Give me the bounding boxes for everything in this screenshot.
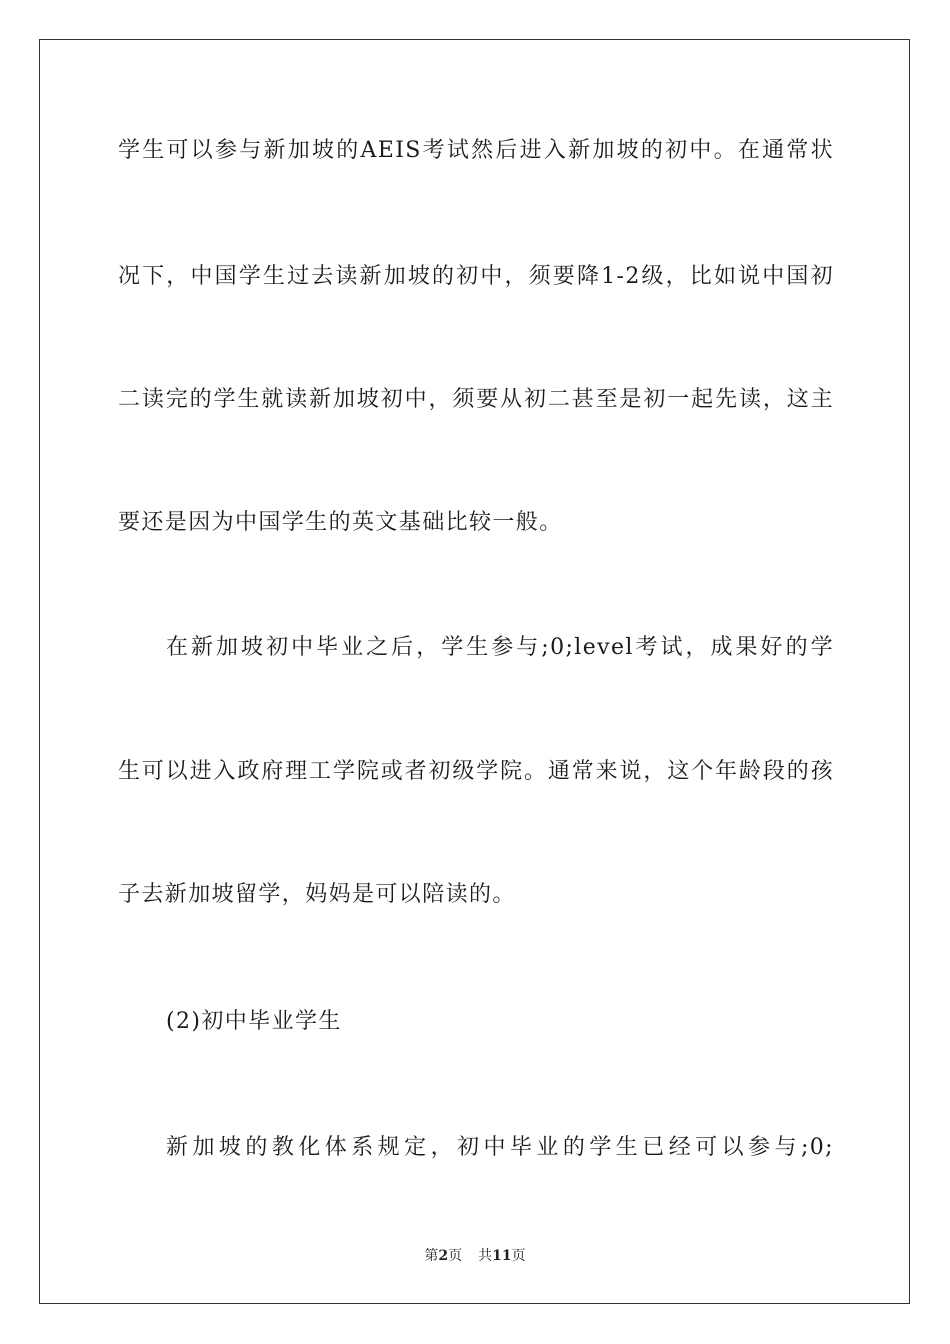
paragraph-line-3: 二读完的学生就读新加坡初中，须要从初二甚至是初一起先读，这主 [118,387,834,412]
paragraph-line-5: 在新加坡初中毕业之后，学生参与;0;level考试，成果好的学 [166,635,834,660]
paragraph-line-9: 新加坡的教化体系规定，初中毕业的学生已经可以参与;0; [166,1135,834,1160]
page-number: 2 [438,1248,449,1264]
total-suffix: 页 [511,1248,526,1264]
paragraph-line-4: 要还是因为中国学生的英文基础比较一般。 [118,510,563,535]
paragraph-line-2: 况下，中国学生过去读新加坡的初中，须要降1-2级，比如说中国初 [118,264,834,289]
page-border [39,39,910,1304]
page-prefix: 第 [424,1248,439,1264]
paragraph-line-1: 学生可以参与新加坡的AEIS考试然后进入新加坡的初中。在通常状 [118,138,834,163]
page-footer [0,1247,950,1265]
total-pages: 11 [492,1248,512,1264]
paragraph-line-6: 生可以进入政府理工学院或者初级学院。通常来说，这个年龄段的孩 [118,759,834,784]
total-prefix: 共 [478,1248,493,1264]
section-heading: (2)初中毕业学生 [166,1009,342,1034]
paragraph-line-7: 子去新加坡留学，妈妈是可以陪读的。 [118,882,516,907]
page-suffix: 页 [448,1248,463,1264]
